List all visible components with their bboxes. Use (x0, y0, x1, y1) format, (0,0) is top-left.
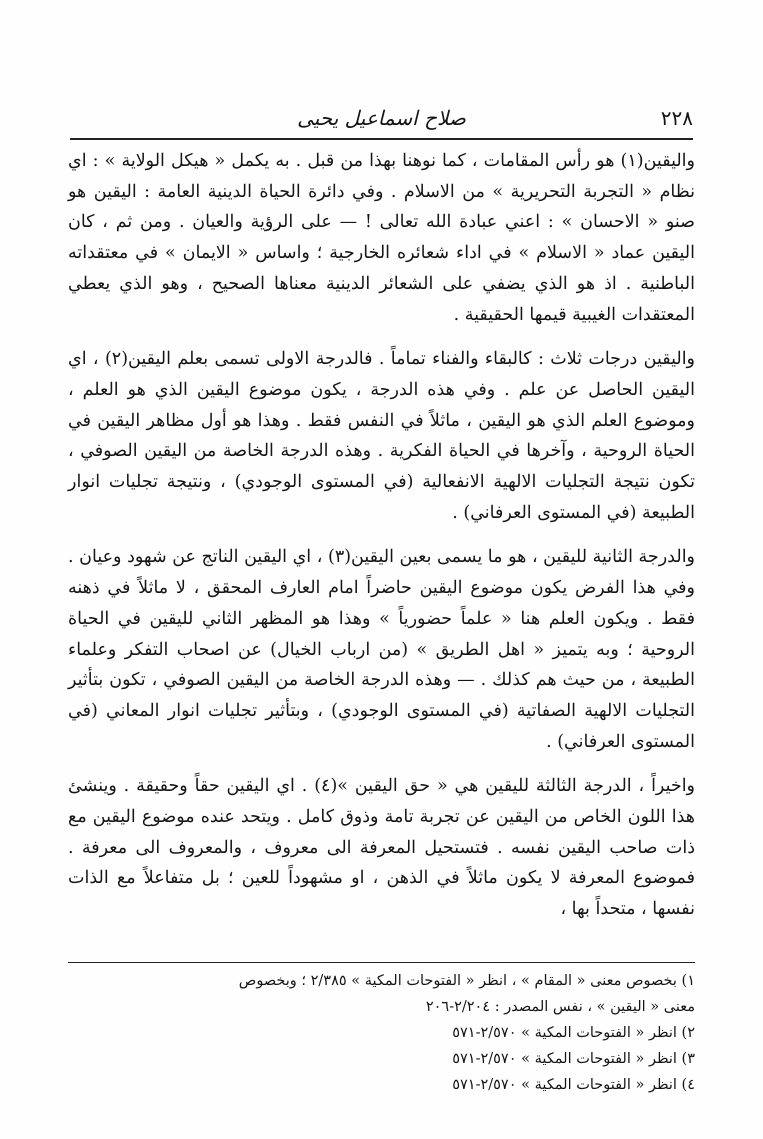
footnote-1-continued: معنى « اليقين » ، نفس المصدر : ٢/٢٠٤-٢٠٦ (425, 999, 695, 1015)
footnote-2: ٢) انظر « الفتوحات المكية » ٢/٥٧٠-٥٧١ (452, 1025, 695, 1041)
footnote-4: ٤) انظر « الفتوحات المكية » ٢/٥٧٠-٥٧١ (452, 1077, 695, 1093)
page-number: ٢٢٨ (660, 106, 693, 130)
footnote-3: ٣) انظر « الفتوحات المكية » ٢/٥٧٠-٥٧١ (452, 1051, 695, 1067)
page-header (70, 100, 693, 140)
footnote-1: ١) بخصوص معنى « المقام » ، انظر « الفتوحات المكية » ٢/٣٨٥ ؛ وبخصوص (238, 973, 695, 989)
paragraph-1: واليقين(١) هو رأس المقامات ، كما نوهنا بهذا من قبل . به يكمل « هيكل الولاية » : اي نظام « التجربة التحريرية » من الاسلام . وفي دائرة الحياة الدينية العامة : اليقين هو صنو « الاحسان » : اعني عبادة الله تعالى ! — على الرؤية والعيان . ومن ثم ، كان اليقين عماد « الاسلام » في اداء شعائره الخارجية ؛ واساس « الايمان » في معتقداته الباطنية . اذ هو الذي يضفي على الشعائر الدينية معناها الصحيح ، وهو الذي يعطي المعتقدات الغيبية قيمها الحقيقية . (68, 151, 695, 325)
paragraph-4: واخيراً ، الدرجة الثالثة لليقين هي « حق اليقين »(٤) . اي اليقين حقاً وحقيقة . وينشئ هذا اللون الخاص من اليقين عن تجربة تامة وذوق كامل . ويتحد عنده موضوع اليقين مع ذات صاحب اليقين نفسه . فتستحيل المعرفة الى معروف ، والمعروف الى معرفة . فموضوع المعرفة لا يكون ماثلاً في الذهن ، او مشهوداً للعين ؛ بل متفاعلاً مع الذات نفسها ، متحداً بها ، (68, 776, 696, 920)
running-title: صلاح اسماعيل يحيى (297, 106, 466, 130)
footnotes (68, 968, 695, 1098)
footnote-divider (68, 962, 695, 963)
paragraph-3: والدرجة الثانية لليقين ، هو ما يسمى بعين اليقين(٣) ، اي اليقين الناتج عن شهود وعيان . وفي هذا الفرض يكون موضوع اليقين حاضراً امام العارف المحقق ، لا ماثلاً في ذهنه فقط . ويكون العلم هنا « علماً حضورياً » وهذا هو المظهر الثاني لليقين في الحياة الروحية ؛ وبه يتميز « اهل الطريق » (من ارباب الخيال) عن اصحاب التفكر وعلماء الطبيعة ، من حيث هم كذلك . — وهذه الدرجة الخاصة من اليقين الصوفي ، تكون بتأثير التجليات الالهية الصفاتية (في المستوى الوجودي) ، وبتأثير تجليات انوار المعاني (في المستوى العرفاني) . (68, 547, 696, 752)
main-text (68, 146, 695, 939)
header-rule (70, 138, 693, 140)
paragraph-2: واليقين درجات ثلاث : كالبقاء والفناء تماماً . فالدرجة الاولى تسمى بعلم اليقين(٢) ، اي اليقين الحاصل عن علم . وفي هذه الدرجة ، يكون موضوع اليقين الذي هو العلم ، وموضوع العلم الذي هو اليقين ، ماثلاً في النفس فقط . وهذا هو أول مظاهر اليقين في الحياة الروحية ، وآخرها في الحياة الفكرية . وهذه الدرجة الخاصة من اليقين الصوفي ، تكون نتيجة التجليات الالهية الانفعالية (في المستوى الوجودي) ، ونتيجة تجليات انوار الطبيعة (في المستوى العرفاني) . (68, 349, 696, 523)
